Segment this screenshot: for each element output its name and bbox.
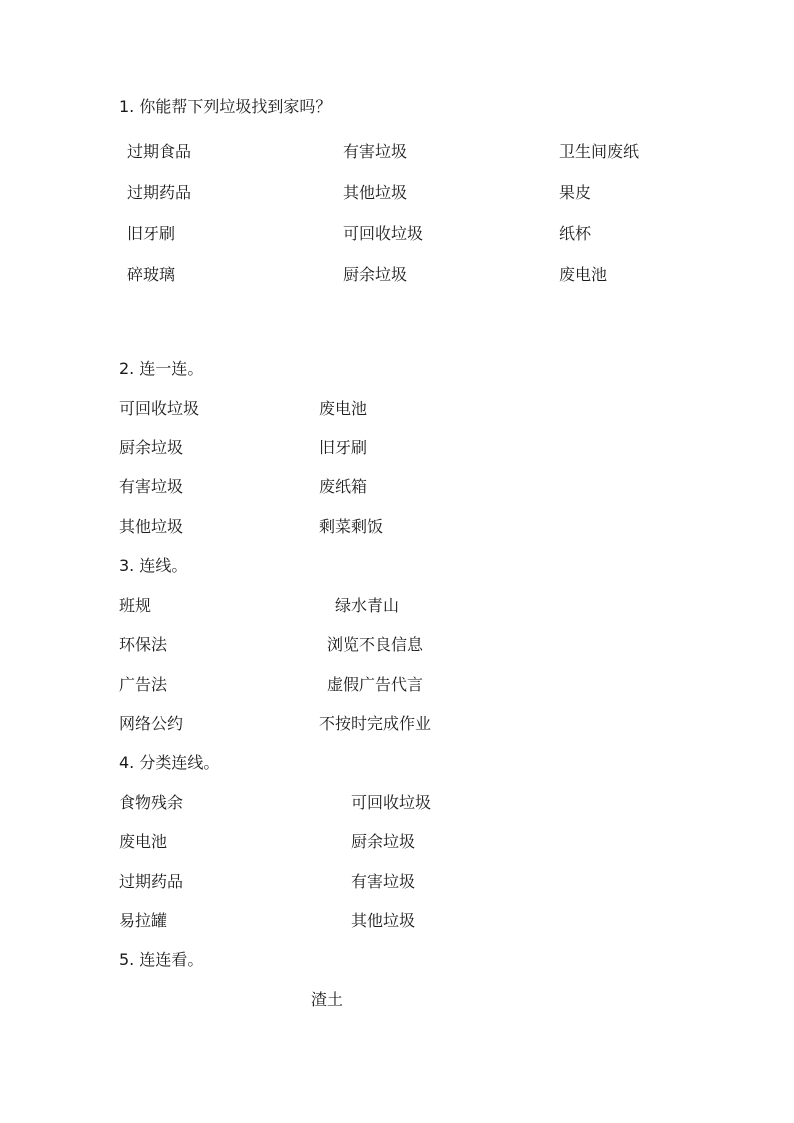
q2-right-item: 废纸箱 (319, 477, 368, 496)
q4-left-item: 废电池 (119, 832, 168, 851)
q3-left-item: 班规 (119, 596, 152, 615)
q2-left-item: 其他垃圾 (119, 517, 184, 536)
q1-col3-item: 卫生间废纸 (559, 142, 640, 161)
question-2-title: 2. 连一连。 (119, 359, 204, 378)
q2-left-item: 可回收垃圾 (119, 399, 200, 418)
q2-right-item: 旧牙刷 (319, 438, 368, 457)
question-1-title: 1. 你能帮下列垃圾找到家吗？ (119, 97, 332, 116)
q3-left-item: 广告法 (119, 675, 168, 694)
q3-right-item: 浏览不良信息 (327, 635, 424, 654)
q1-col3-item: 废电池 (559, 265, 608, 284)
q1-col3-item: 果皮 (559, 183, 592, 202)
q1-col2-item: 其他垃圾 (343, 183, 408, 202)
q1-col1-item: 过期食品 (127, 142, 192, 161)
q2-left-item: 厨余垃圾 (119, 438, 184, 457)
q5-item: 渣土 (311, 990, 344, 1009)
q4-left-item: 食物残余 (119, 793, 184, 812)
q3-right-item: 不按时完成作业 (319, 714, 432, 733)
q1-col2-item: 可回收垃圾 (343, 224, 424, 243)
question-4-title: 4. 分类连线。 (119, 753, 220, 772)
q3-right-item: 虚假广告代言 (327, 675, 424, 694)
q2-right-item: 剩菜剩饭 (319, 517, 384, 536)
q4-right-item: 厨余垃圾 (351, 832, 416, 851)
q3-right-item: 绿水青山 (335, 596, 400, 615)
q1-col2-item: 有害垃圾 (343, 142, 408, 161)
q4-left-item: 易拉罐 (119, 911, 168, 930)
question-3-title: 3. 连线。 (119, 556, 188, 575)
q1-col1-item: 过期药品 (127, 183, 192, 202)
q3-left-item: 网络公约 (119, 714, 184, 733)
question-5-title: 5. 连连看。 (119, 950, 204, 969)
q3-left-item: 环保法 (119, 635, 168, 654)
q4-right-item: 可回收垃圾 (351, 793, 432, 812)
q4-left-item: 过期药品 (119, 872, 184, 891)
q2-right-item: 废电池 (319, 399, 368, 418)
q1-col1-item: 碎玻璃 (127, 265, 176, 284)
q4-right-item: 有害垃圾 (351, 872, 416, 891)
q2-left-item: 有害垃圾 (119, 477, 184, 496)
q1-col2-item: 厨余垃圾 (343, 265, 408, 284)
q4-right-item: 其他垃圾 (351, 911, 416, 930)
q1-col1-item: 旧牙刷 (127, 224, 176, 243)
q1-col3-item: 纸杯 (559, 224, 592, 243)
